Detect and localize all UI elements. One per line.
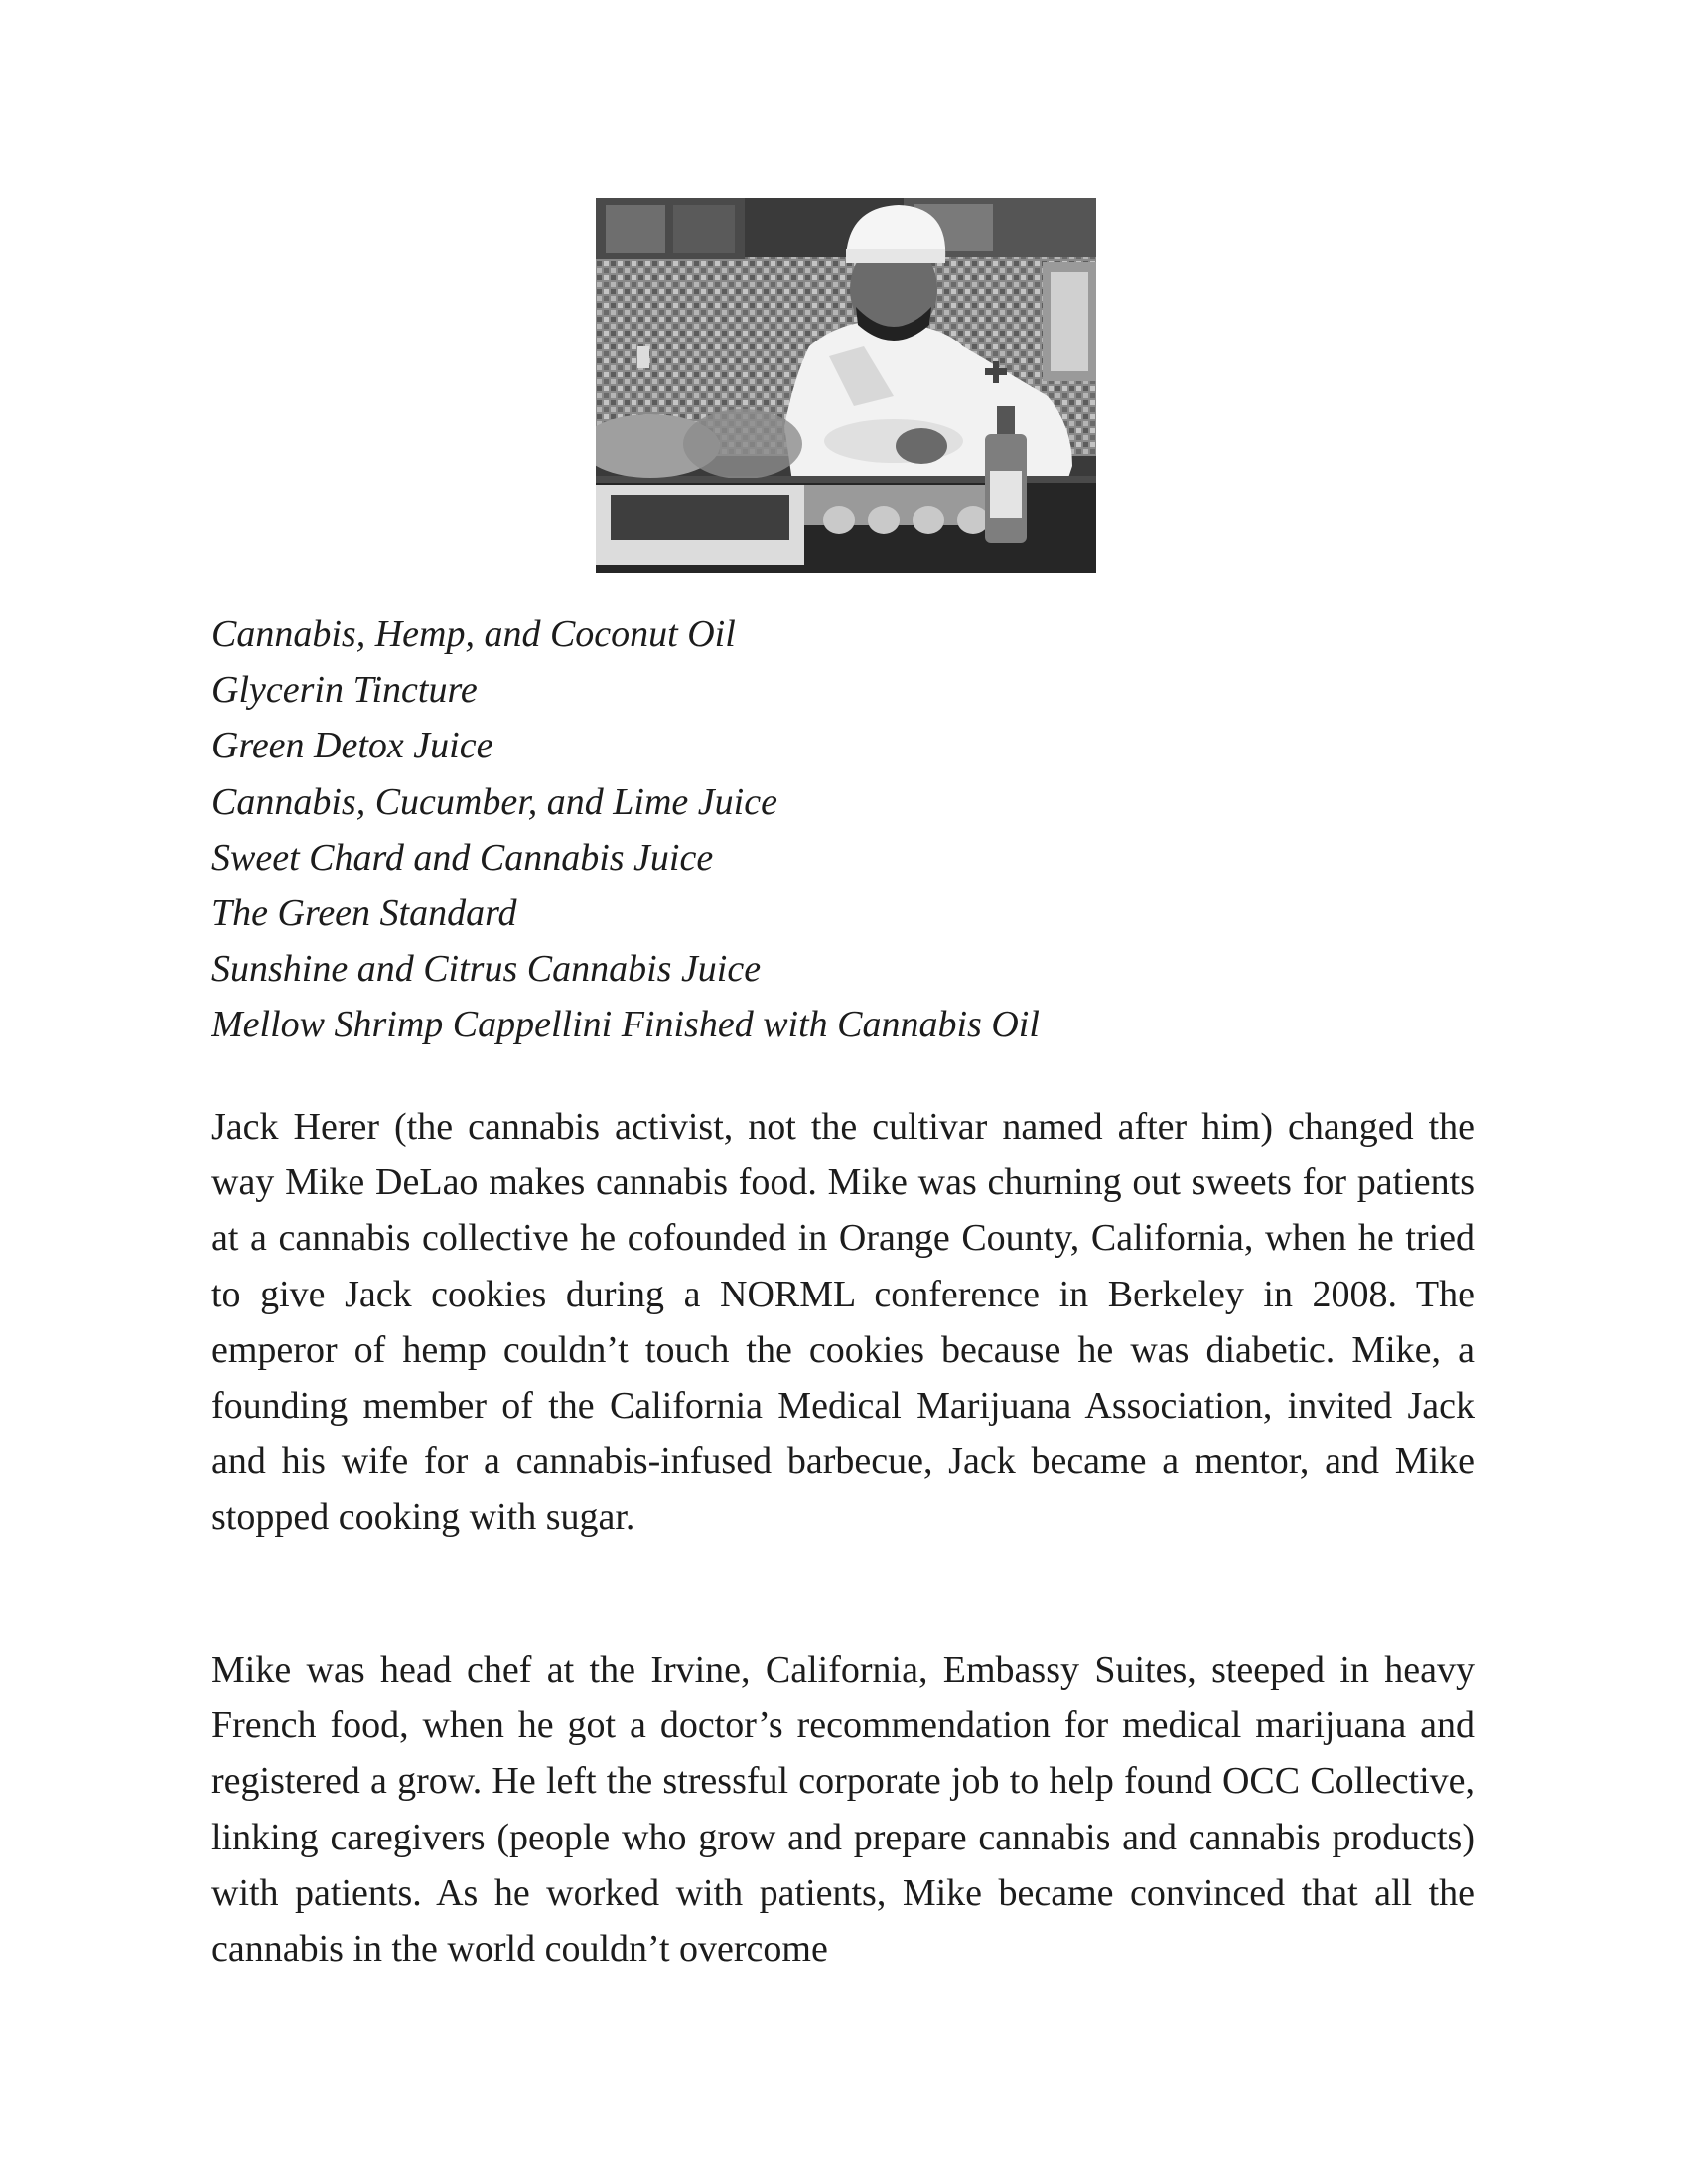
chef-photo — [596, 198, 1096, 573]
recipe-item: Cannabis, Hemp, and Coconut Oil — [211, 614, 736, 655]
recipe-list — [211, 607, 1040, 1053]
recipe-item: Mellow Shrimp Cappellini Finished with Cannabis Oil — [211, 1004, 1040, 1046]
body-paragraph: Mike was head chef at the Irvine, California, Embassy Suites, steeped in heavy French food, when he got a doctor’s recommendation for medical marijuana and registered a grow. He left the stressful corporate job to help found OCC Collective, linking caregivers (people who grow and prepare cannabis and cannabis products) with patients. As he worked with patients, Mike became convinced that all the cannabis in the world couldn’t overcome — [211, 1649, 1475, 1971]
chef-photo-icon — [596, 198, 1096, 573]
recipe-item: Green Detox Juice — [211, 725, 493, 767]
body-paragraph: Jack Herer (the cannabis activist, not the cultivar named after him) changed the way Mike DeLao makes cannabis food. Mike was churning out sweets for patients at a cannabis collective he cofounded in Orange County, California, when he tried to give Jack cookies during a NORML conference in Berkeley in 2008. The emperor of hemp couldn’t touch the cookies because he was diabetic. Mike, a founding member of the California Medical Marijuana Association, invited Jack and his wife for a cannabis-infused barbecue, Jack became a mentor, and Mike stopped cooking with sugar. — [211, 1106, 1475, 1539]
recipe-item: Sweet Chard and Cannabis Juice — [211, 836, 714, 879]
recipe-item: Cannabis, Cucumber, and Lime Juice — [211, 780, 777, 823]
recipe-item: Glycerin Tincture — [211, 669, 478, 712]
recipe-item: The Green Standard — [211, 892, 517, 935]
recipe-item: Sunshine and Citrus Cannabis Juice — [211, 948, 762, 991]
